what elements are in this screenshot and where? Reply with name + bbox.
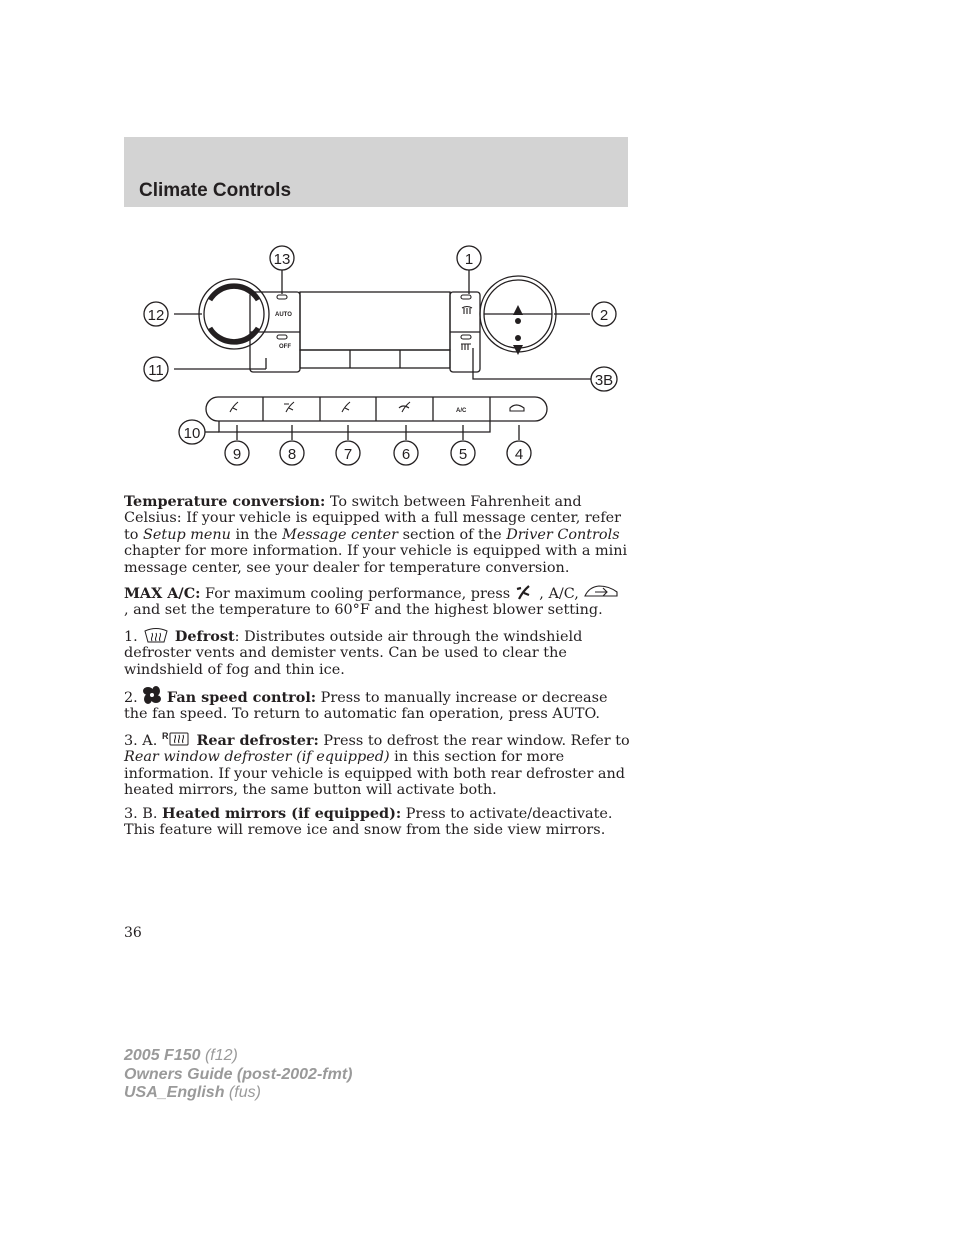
rear-defrost-icon bbox=[162, 730, 192, 748]
fan-icon bbox=[142, 685, 162, 705]
fan-arrows bbox=[513, 305, 523, 355]
max-ac-paragraph: MAX A/C: For maximum cooling performance, press , A/C, , and set the temperature to 60°F and the highest blower setting. bbox=[124, 583, 630, 619]
callout-11: 11 bbox=[148, 362, 164, 379]
recirculation-icon bbox=[583, 583, 621, 601]
callout-9: 9 bbox=[232, 446, 242, 463]
item-3b-heated-mirrors: 3. B. Heated mirrors (if equipped): Press to activate/deactivate. This feature will remove ice and snow from the side view mirrors. bbox=[124, 804, 613, 838]
ac-button-label: A/C bbox=[456, 408, 467, 414]
max-vent-icon bbox=[515, 583, 535, 601]
footer-guide: Owners Guide (post-2002-fmt) bbox=[124, 1065, 353, 1083]
section-title: Climate Controls bbox=[139, 180, 292, 201]
climate-control-diagram bbox=[124, 236, 628, 486]
section-header-band bbox=[124, 137, 628, 207]
temperature-conversion-paragraph: Temperature conversion: To switch between Fahrenheit and Celsius: If your vehicle is equipped with a full message center, refer to Setup menu in the Message center section of the Driver Controls chapter for more information. If your vehicle is equipped with a mini message center, see your dealer for temperature conversion. bbox=[124, 493, 628, 576]
temperature-knob bbox=[199, 279, 269, 349]
defrost-icon bbox=[142, 626, 170, 644]
body-text bbox=[124, 494, 630, 845]
page-number: 36 bbox=[124, 925, 142, 941]
footer-model: 2005 F150 bbox=[124, 1047, 201, 1064]
callout-8: 8 bbox=[287, 446, 297, 463]
item-2-fan-speed: 2. Fan speed control: Press to manually increase or decrease the fan speed. To return to automatic fan operation, press AUTO. bbox=[124, 685, 630, 723]
callout-13: 13 bbox=[273, 251, 291, 268]
item-3a-rear-defroster: 3. A. R Rear defroster: Press to defrost the rear window. Refer to Rear window defroster (if equipped) in this section for more information. If your vehicle is equipped with both rear defroster and heated mirrors, the same button will activate both. bbox=[124, 730, 630, 799]
callout-5: 5 bbox=[458, 446, 468, 463]
auto-button-label: AUTO bbox=[275, 312, 292, 318]
item-1-defrost: 1. Defrost: Distributes outside air through the windshield defroster vents and demister vents. Can be used to clear the windshield of fog and thin ice. bbox=[124, 627, 583, 678]
callout-10: 10 bbox=[183, 425, 201, 442]
callout-12: 12 bbox=[147, 307, 165, 324]
off-button-label: OFF bbox=[279, 344, 291, 350]
footer-language: USA_English bbox=[124, 1084, 225, 1101]
callout-7: 7 bbox=[343, 446, 353, 463]
callout-4: 4 bbox=[514, 446, 524, 463]
callout-1: 1 bbox=[464, 251, 474, 268]
callout-6: 6 bbox=[401, 446, 411, 463]
document-footer: 2005 F150 (f12) Owners Guide (post-2002-fmt) USA_English (fus) bbox=[124, 1047, 353, 1101]
callout-3b: 3B bbox=[594, 372, 614, 389]
callout-2: 2 bbox=[599, 307, 609, 324]
svg-text:R: R bbox=[161, 730, 169, 741]
